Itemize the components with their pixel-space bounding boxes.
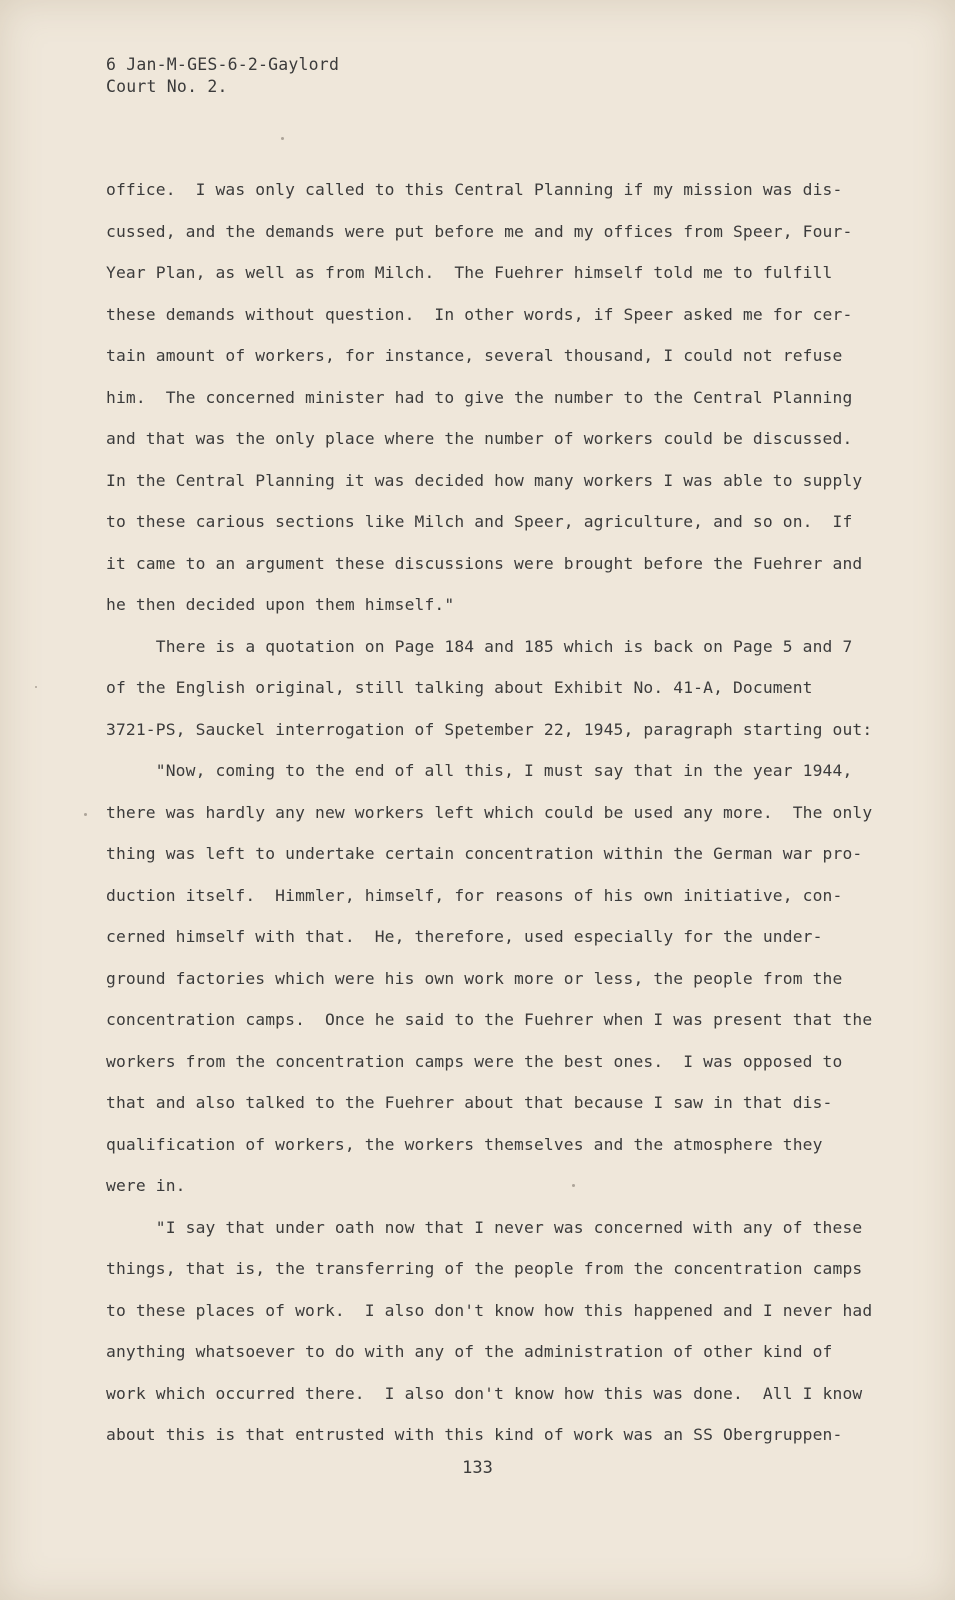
transcript-line: There is a quotation on Page 184 and 185 which is back on Page 5 and 7: [106, 636, 853, 656]
transcript-line: things, that is, the transferring of the people from the concentration camps: [106, 1259, 863, 1278]
transcript-line: work which occurred there. I also don't know how this was done. All I know: [106, 1383, 863, 1403]
transcript-line: duction itself. Himmler, himself, for reasons of his own initiative, con-: [106, 885, 843, 905]
transcript-line: workers from the concentration camps were the best ones. I was opposed to: [106, 1051, 843, 1071]
transcript-line: "Now, coming to the end of all this, I must say that in the year 1944,: [106, 761, 853, 780]
transcript-line: him. The concerned minister had to give the number to the Central Planning: [106, 387, 853, 407]
paper-speck: [84, 813, 87, 816]
transcript-line: cerned himself with that. He, therefore, used especially for the under-: [106, 927, 823, 946]
transcript-line: cussed, and the demands were put before me and my offices from Speer, Four-: [106, 221, 853, 241]
header-case-line: 6 Jan-M-GES-6-2-Gaylord: [106, 55, 340, 74]
transcript-line: were in.: [106, 1176, 186, 1195]
transcript-line: there was hardly any new workers left which could be used any more. The only: [106, 802, 873, 822]
transcript-line: of the English original, still talking about Exhibit No. 41-A, Document: [106, 678, 813, 697]
transcript-line: ground factories which were his own work more or less, the people from the: [106, 968, 843, 988]
transcript-line: concentration camps. Once he said to the Fuehrer when I was present that the: [106, 1010, 873, 1029]
transcript-line: about this is that entrusted with this kind of work was an SS Obergruppen-: [106, 1425, 843, 1444]
transcript-line: that and also talked to the Fuehrer about that because I saw in that dis-: [106, 1093, 833, 1112]
transcript-line: to these carious sections like Milch and Speer, agriculture, and so on. If: [106, 512, 853, 531]
transcript-line: 3721-PS, Sauckel interrogation of Spetember 22, 1945, paragraph starting out:: [106, 719, 873, 739]
paper-speck: [281, 137, 284, 140]
transcript-line: In the Central Planning it was decided how many workers I was able to supply: [106, 470, 863, 490]
header-court-line: Court No. 2.: [106, 77, 228, 96]
transcript-line: to these places of work. I also don't know how this happened and I never had: [106, 1300, 873, 1320]
transcript-line: thing was left to undertake certain concentration within the German war pro-: [106, 844, 863, 863]
transcript-line: it came to an argument these discussions were brought before the Fuehrer and: [106, 553, 863, 573]
paper-speck: [572, 1184, 575, 1187]
transcript-body: [106, 176, 906, 1463]
transcript-line: Year Plan, as well as from Milch. The Fuehrer himself told me to fulfill: [106, 263, 833, 282]
transcript-line: "I say that under oath now that I never was concerned with any of these: [106, 1217, 863, 1237]
page-number: 133: [462, 1458, 493, 1478]
transcript-line: he then decided upon them himself.": [106, 595, 455, 614]
document-header: [106, 54, 339, 98]
transcript-line: qualification of workers, the workers themselves and the atmosphere they: [106, 1134, 823, 1154]
transcript-line: anything whatsoever to do with any of the administration of other kind of: [106, 1342, 833, 1361]
transcript-line: office. I was only called to this Central Planning if my mission was dis-: [106, 180, 843, 199]
transcript-line: these demands without question. In other words, if Speer asked me for cer-: [106, 304, 853, 324]
transcript-line: tain amount of workers, for instance, several thousand, I could not refuse: [106, 346, 843, 365]
paper-speck: [35, 686, 37, 688]
transcript-line: and that was the only place where the number of workers could be discussed.: [106, 429, 853, 448]
